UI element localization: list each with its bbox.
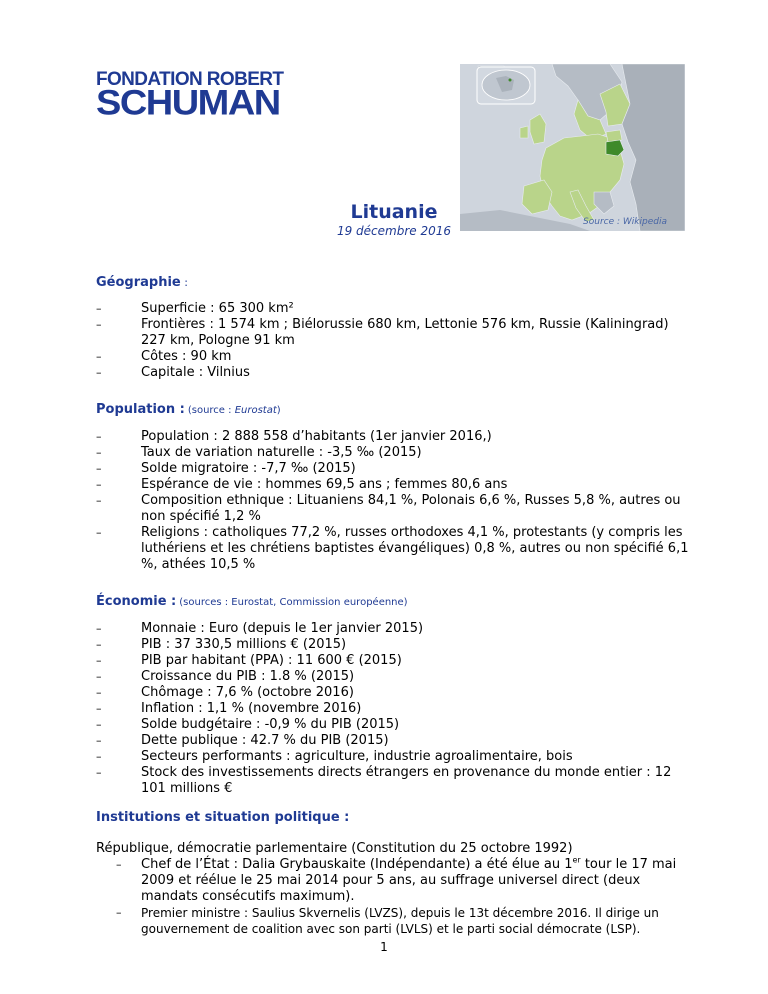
list-item: – Superficie : 65 300 km² <box>96 301 696 317</box>
institutions-list <box>96 857 696 937</box>
list-item: – Taux de variation naturelle : -3,5 ‰ (2015) <box>96 445 696 461</box>
list-item: – Secteurs performants : agriculture, industrie agroalimentaire, bois <box>96 749 696 765</box>
geography-list <box>96 301 696 381</box>
population-section <box>96 401 696 573</box>
population-source-name: Eurostat <box>234 405 277 416</box>
population-source-suffix: ) <box>276 405 281 416</box>
list-item: – Croissance du PIB : 1.8 % (2015) <box>96 669 696 685</box>
map-source-caption: Source : Wikipedia <box>583 217 667 227</box>
list-item: – Capitale : Vilnius <box>96 365 696 381</box>
document-body <box>96 274 696 957</box>
population-list <box>96 429 696 573</box>
population-title: Population : <box>96 402 185 417</box>
superscript: er <box>572 855 581 865</box>
head-of-state-text: Chef de l’État : Dalia Grybauskaite (Indépendante) a été élue au 1 <box>141 857 573 872</box>
economy-section <box>96 593 696 797</box>
list-item: – Inflation : 1,1 % (novembre 2016) <box>96 701 696 717</box>
geography-section <box>96 274 696 381</box>
population-source <box>188 405 281 416</box>
list-item: – Solde budgétaire : -0,9 % du PIB (2015) <box>96 717 696 733</box>
logo-line-2: SCHUMAN <box>96 84 280 123</box>
geography-colon: : <box>180 276 188 289</box>
logo-line-1: FONDATION ROBERT <box>96 69 284 90</box>
list-item: – Côtes : 90 km <box>96 349 696 365</box>
document-date: 19 décembre 2016 <box>336 224 452 238</box>
list-item: – Dette publique : 42.7 % du PIB (2015) <box>96 733 696 749</box>
list-item: – Stock des investissements directs étrangers en provenance du monde entier : 12 101 millions € <box>96 765 696 797</box>
economy-source: (sources : Eurostat, Commission européenne) <box>179 597 408 608</box>
page-title: Lituanie <box>350 201 438 223</box>
population-source-prefix: (source : <box>187 405 235 416</box>
list-item-prime-minister: – Premier ministre : Saulius Skvernelis (LVZS), depuis le 13t décembre 2016. Il dirige un gouvernement de coalition avec son parti (LVLS) et le parti social démocrate (LSP). <box>96 905 696 937</box>
page-number: 1 <box>380 940 388 954</box>
list-item: – Population : 2 888 558 d’habitants (1er janvier 2016,) <box>96 429 696 445</box>
list-item: – Religions : catholiques 77,2 %, russes orthodoxes 4,1 %, protestants (y compris les luthériens et les chrétiens baptistes évangéliques) 0,8 %, autres ou non spécifié 6,1 %, athées 10,5 % <box>96 525 696 573</box>
economy-list <box>96 621 696 797</box>
institutions-heading: Institutions et situation politique : <box>96 810 350 825</box>
list-item: – Chômage : 7,6 % (octobre 2016) <box>96 685 696 701</box>
institutions-intro: République, démocratie parlementaire (Constitution du 25 octobre 1992) <box>96 841 573 856</box>
institutions-section <box>96 809 696 937</box>
document-header <box>0 201 768 238</box>
list-item: – Composition ethnique : Lituaniens 84,1 %, Polonais 6,6 %, Russes 5,8 %, autres ou non spécifié 1,2 % <box>96 493 696 525</box>
list-item: – Monnaie : Euro (depuis le 1er janvier 2015) <box>96 621 696 637</box>
list-item-head-of-state <box>96 857 696 905</box>
population-heading <box>96 401 696 419</box>
list-item: – Frontières : 1 574 km ; Biélorussie 680 km, Lettonie 576 km, Russie (Kaliningrad) 227 km, Pologne 91 km <box>96 317 696 349</box>
list-item: – PIB par habitant (PPA) : 11 600 € (2015) <box>96 653 696 669</box>
list-item: – Solde migratoire : -7,7 ‰ (2015) <box>96 461 696 477</box>
list-item: – Espérance de vie : hommes 69,5 ans ; femmes 80,6 ans <box>96 477 696 493</box>
fondation-robert-schuman-logo <box>96 70 292 124</box>
geography-heading <box>96 274 696 291</box>
economy-heading <box>96 593 696 611</box>
list-item: – PIB : 37 330,5 millions € (2015) <box>96 637 696 653</box>
geography-title: Géographie <box>96 275 181 290</box>
head-of-state-text-cont: tour le 17 mai 2009 et réélue le 25 mai 2014 pour 5 ans, au suffrage universel direct (deux mandats consécutifs maximum). <box>141 857 677 904</box>
economy-title: Économie : <box>96 594 177 609</box>
